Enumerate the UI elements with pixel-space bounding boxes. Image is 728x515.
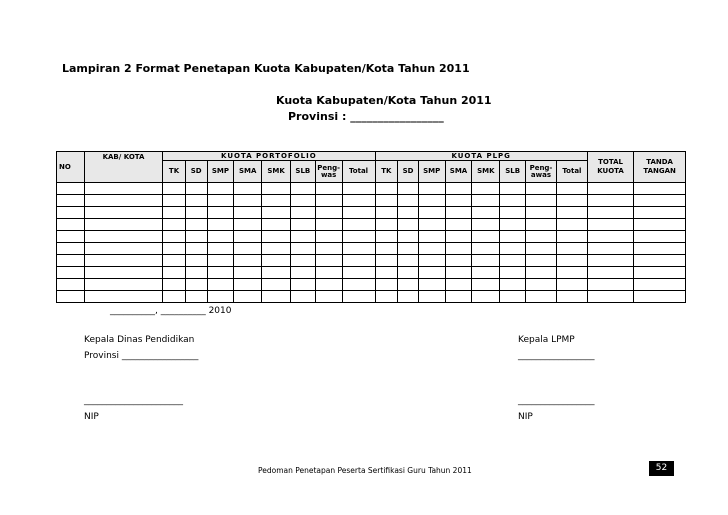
table-cell bbox=[290, 219, 315, 231]
table-cell bbox=[185, 231, 207, 243]
table-cell bbox=[342, 207, 375, 219]
table-cell bbox=[315, 291, 342, 303]
table-cell bbox=[262, 183, 291, 195]
table-row bbox=[57, 207, 686, 219]
table-cell bbox=[262, 207, 291, 219]
table-cell bbox=[207, 195, 234, 207]
left-signer-province: Provinsi _________________ bbox=[84, 351, 199, 361]
table-cell bbox=[500, 255, 526, 267]
plpg-slb-header: SLB bbox=[500, 161, 526, 183]
column-no-header: NO bbox=[57, 152, 85, 183]
table-cell bbox=[472, 231, 500, 243]
table-cell bbox=[57, 243, 85, 255]
left-nip-label: NIP bbox=[84, 412, 99, 422]
table-cell bbox=[207, 231, 234, 243]
table-cell bbox=[445, 267, 472, 279]
table-cell bbox=[634, 255, 686, 267]
table-cell bbox=[418, 183, 445, 195]
table-cell bbox=[472, 195, 500, 207]
table-cell bbox=[315, 183, 342, 195]
table-cell bbox=[57, 279, 85, 291]
portofolio-total-header: Total bbox=[342, 161, 375, 183]
table-cell bbox=[472, 255, 500, 267]
column-kab-kota-header: KAB/ KOTA bbox=[84, 152, 162, 183]
quota-table bbox=[56, 151, 686, 303]
table-cell bbox=[84, 195, 162, 207]
table-cell bbox=[634, 195, 686, 207]
table-cell bbox=[290, 279, 315, 291]
table-cell bbox=[526, 255, 557, 267]
table-row bbox=[57, 255, 686, 267]
table-cell bbox=[526, 243, 557, 255]
plpg-pengawas-header bbox=[526, 161, 557, 183]
table-row bbox=[57, 219, 686, 231]
table-cell bbox=[163, 267, 186, 279]
table-cell bbox=[234, 243, 262, 255]
left-signature-line: ______________________ bbox=[84, 396, 183, 406]
table-cell bbox=[500, 219, 526, 231]
table-cell bbox=[500, 267, 526, 279]
table-cell bbox=[315, 195, 342, 207]
table-cell bbox=[234, 195, 262, 207]
table-cell bbox=[207, 255, 234, 267]
table-cell bbox=[290, 195, 315, 207]
column-tanda-tangan-header bbox=[634, 152, 686, 183]
table-cell bbox=[290, 231, 315, 243]
left-signer-title: Kepala Dinas Pendidikan bbox=[84, 335, 195, 345]
table-cell bbox=[207, 243, 234, 255]
table-cell bbox=[375, 267, 398, 279]
table-cell bbox=[445, 195, 472, 207]
table-cell bbox=[342, 267, 375, 279]
tanda-tangan-line-1: TANDA bbox=[646, 158, 673, 166]
table-cell bbox=[500, 291, 526, 303]
table-cell bbox=[315, 219, 342, 231]
table-cell bbox=[556, 267, 587, 279]
table-cell bbox=[472, 183, 500, 195]
table-cell bbox=[500, 243, 526, 255]
table-cell bbox=[290, 291, 315, 303]
table-cell bbox=[634, 219, 686, 231]
table-cell bbox=[84, 255, 162, 267]
table-row bbox=[57, 243, 686, 255]
page-number: 52 bbox=[649, 461, 674, 476]
table-cell bbox=[163, 291, 186, 303]
table-cell bbox=[418, 231, 445, 243]
table-cell bbox=[587, 207, 633, 219]
table-cell bbox=[57, 207, 85, 219]
table-cell bbox=[57, 255, 85, 267]
table-cell bbox=[185, 243, 207, 255]
table-cell bbox=[185, 183, 207, 195]
table-cell bbox=[445, 183, 472, 195]
plpg-smp-header: SMP bbox=[418, 161, 445, 183]
table-cell bbox=[634, 291, 686, 303]
form-title: Kuota Kabupaten/Kota Tahun 2011 bbox=[276, 94, 492, 107]
table-cell bbox=[472, 207, 500, 219]
table-cell bbox=[634, 267, 686, 279]
table-cell bbox=[375, 183, 398, 195]
table-body bbox=[57, 183, 686, 303]
table-cell bbox=[445, 231, 472, 243]
table-cell bbox=[262, 243, 291, 255]
table-cell bbox=[472, 267, 500, 279]
table-cell bbox=[556, 231, 587, 243]
table-cell bbox=[207, 207, 234, 219]
table-cell bbox=[500, 207, 526, 219]
table-cell bbox=[207, 291, 234, 303]
table-cell bbox=[418, 195, 445, 207]
group-kuota-portofolio: KUOTA PORTOFOLIO bbox=[163, 152, 375, 161]
table-cell bbox=[398, 267, 419, 279]
table-cell bbox=[57, 231, 85, 243]
table-cell bbox=[234, 255, 262, 267]
table-cell bbox=[375, 279, 398, 291]
table-cell bbox=[556, 243, 587, 255]
attachment-heading: Lampiran 2 Format Penetapan Kuota Kabupaten/Kota Tahun 2011 bbox=[62, 62, 470, 75]
table-cell bbox=[418, 279, 445, 291]
table-cell bbox=[262, 291, 291, 303]
pengawas-plpg-line-2: awas bbox=[530, 170, 551, 179]
table-cell bbox=[375, 291, 398, 303]
table-cell bbox=[418, 243, 445, 255]
table-cell bbox=[500, 231, 526, 243]
portofolio-smk-header: SMK bbox=[262, 161, 291, 183]
table-cell bbox=[418, 267, 445, 279]
table-cell bbox=[290, 267, 315, 279]
table-cell bbox=[290, 207, 315, 219]
table-cell bbox=[57, 219, 85, 231]
table-cell bbox=[342, 231, 375, 243]
table-cell bbox=[398, 291, 419, 303]
table-cell bbox=[526, 219, 557, 231]
table-cell bbox=[163, 231, 186, 243]
table-cell bbox=[234, 219, 262, 231]
table-cell bbox=[234, 279, 262, 291]
table-cell bbox=[375, 255, 398, 267]
table-cell bbox=[342, 279, 375, 291]
table-cell bbox=[556, 219, 587, 231]
page-footer: Pedoman Penetapan Peserta Sertifikasi Guru Tahun 2011 bbox=[258, 466, 472, 475]
table-cell bbox=[185, 267, 207, 279]
table-cell bbox=[634, 279, 686, 291]
table-cell bbox=[163, 255, 186, 267]
table-cell bbox=[57, 195, 85, 207]
table-row bbox=[57, 231, 686, 243]
pengawas-plpg-line-1: Peng- bbox=[529, 163, 553, 172]
table-cell bbox=[207, 183, 234, 195]
table-cell bbox=[290, 255, 315, 267]
table-cell bbox=[398, 231, 419, 243]
table-cell bbox=[185, 219, 207, 231]
table-cell bbox=[445, 207, 472, 219]
table-cell bbox=[262, 195, 291, 207]
table-cell bbox=[556, 183, 587, 195]
table-cell bbox=[163, 279, 186, 291]
table-cell bbox=[526, 231, 557, 243]
form-province-line: Provinsi : _________________ bbox=[288, 110, 444, 123]
table-cell bbox=[185, 291, 207, 303]
table-cell bbox=[57, 267, 85, 279]
table-cell bbox=[634, 183, 686, 195]
plpg-tk-header: TK bbox=[375, 161, 398, 183]
column-total-kuota-header bbox=[587, 152, 633, 183]
table-cell bbox=[262, 267, 291, 279]
table-cell bbox=[472, 219, 500, 231]
table-cell bbox=[398, 207, 419, 219]
table-cell bbox=[290, 243, 315, 255]
portofolio-pengawas-header bbox=[315, 161, 342, 183]
table-cell bbox=[418, 255, 445, 267]
table-cell bbox=[398, 243, 419, 255]
table-cell bbox=[472, 243, 500, 255]
table-cell bbox=[587, 291, 633, 303]
table-cell bbox=[526, 183, 557, 195]
table-cell bbox=[234, 183, 262, 195]
table-cell bbox=[207, 267, 234, 279]
table-cell bbox=[57, 291, 85, 303]
table-cell bbox=[375, 207, 398, 219]
pengawas-line-1: Peng- bbox=[317, 163, 340, 172]
table-cell bbox=[587, 231, 633, 243]
table-cell bbox=[587, 267, 633, 279]
table-cell bbox=[556, 207, 587, 219]
table-cell bbox=[84, 291, 162, 303]
table-cell bbox=[472, 279, 500, 291]
table-cell bbox=[315, 267, 342, 279]
right-signature-line: _________________ bbox=[518, 396, 595, 406]
table-cell bbox=[290, 183, 315, 195]
table-cell bbox=[445, 255, 472, 267]
table-cell bbox=[262, 219, 291, 231]
table-cell bbox=[398, 219, 419, 231]
total-kuota-line-1: TOTAL bbox=[598, 158, 623, 166]
table-cell bbox=[342, 291, 375, 303]
table-cell bbox=[556, 279, 587, 291]
table-cell bbox=[315, 231, 342, 243]
table-cell bbox=[556, 291, 587, 303]
table-row bbox=[57, 183, 686, 195]
right-nip-label: NIP bbox=[518, 412, 533, 422]
table-cell bbox=[526, 291, 557, 303]
table-cell bbox=[207, 219, 234, 231]
table-cell bbox=[398, 183, 419, 195]
table-cell bbox=[185, 207, 207, 219]
table-cell bbox=[418, 291, 445, 303]
table-cell bbox=[84, 207, 162, 219]
pengawas-line-2: was bbox=[320, 170, 337, 179]
table-cell bbox=[84, 243, 162, 255]
table-cell bbox=[84, 219, 162, 231]
table-cell bbox=[234, 291, 262, 303]
table-row bbox=[57, 267, 686, 279]
table-cell bbox=[84, 231, 162, 243]
table-cell bbox=[84, 267, 162, 279]
table-cell bbox=[634, 243, 686, 255]
table-cell bbox=[526, 279, 557, 291]
table-cell bbox=[526, 267, 557, 279]
table-cell bbox=[587, 255, 633, 267]
total-kuota-line-2: KUOTA bbox=[597, 167, 624, 175]
table-cell bbox=[163, 243, 186, 255]
table-cell bbox=[207, 279, 234, 291]
table-cell bbox=[445, 279, 472, 291]
tanda-tangan-line-2: TANGAN bbox=[643, 167, 676, 175]
date-line: __________, __________ 2010 bbox=[110, 306, 232, 316]
table-cell bbox=[398, 255, 419, 267]
table-cell bbox=[185, 279, 207, 291]
right-signer-line: _________________ bbox=[518, 351, 595, 361]
table-cell bbox=[163, 195, 186, 207]
table-row bbox=[57, 291, 686, 303]
table-cell bbox=[472, 291, 500, 303]
table-cell bbox=[342, 195, 375, 207]
portofolio-sd-header: SD bbox=[185, 161, 207, 183]
table-header-row-1 bbox=[57, 152, 686, 161]
table-cell bbox=[57, 183, 85, 195]
table-cell bbox=[234, 267, 262, 279]
table-cell bbox=[342, 243, 375, 255]
table-cell bbox=[500, 183, 526, 195]
table-cell bbox=[185, 255, 207, 267]
table-cell bbox=[262, 255, 291, 267]
group-kuota-plpg: KUOTA PLPG bbox=[375, 152, 587, 161]
table-cell bbox=[418, 219, 445, 231]
plpg-sma-header: SMA bbox=[445, 161, 472, 183]
table-cell bbox=[526, 195, 557, 207]
table-cell bbox=[342, 183, 375, 195]
plpg-sd-header: SD bbox=[398, 161, 419, 183]
table-cell bbox=[342, 219, 375, 231]
table-cell bbox=[375, 219, 398, 231]
right-signer-title: Kepala LPMP bbox=[518, 335, 575, 345]
table-cell bbox=[84, 183, 162, 195]
portofolio-sma-header: SMA bbox=[234, 161, 262, 183]
table-cell bbox=[526, 207, 557, 219]
table-cell bbox=[556, 195, 587, 207]
table-cell bbox=[398, 279, 419, 291]
table-cell bbox=[556, 255, 587, 267]
plpg-total-header: Total bbox=[556, 161, 587, 183]
table-cell bbox=[375, 195, 398, 207]
table-cell bbox=[587, 279, 633, 291]
portofolio-tk-header: TK bbox=[163, 161, 186, 183]
table-row bbox=[57, 279, 686, 291]
table-cell bbox=[375, 243, 398, 255]
table-cell bbox=[84, 279, 162, 291]
table-cell bbox=[500, 195, 526, 207]
table-cell bbox=[234, 231, 262, 243]
table-cell bbox=[418, 207, 445, 219]
table-cell bbox=[185, 195, 207, 207]
portofolio-smp-header: SMP bbox=[207, 161, 234, 183]
table-cell bbox=[315, 207, 342, 219]
table-cell bbox=[445, 219, 472, 231]
table-cell bbox=[634, 231, 686, 243]
table-cell bbox=[587, 183, 633, 195]
table-cell bbox=[163, 219, 186, 231]
table-cell bbox=[587, 219, 633, 231]
table-cell bbox=[398, 195, 419, 207]
table-cell bbox=[634, 207, 686, 219]
table-cell bbox=[342, 255, 375, 267]
table-row bbox=[57, 195, 686, 207]
table-cell bbox=[445, 243, 472, 255]
table-cell bbox=[262, 279, 291, 291]
table-cell bbox=[262, 231, 291, 243]
table-cell bbox=[234, 207, 262, 219]
table-cell bbox=[587, 195, 633, 207]
portofolio-slb-header: SLB bbox=[290, 161, 315, 183]
table-cell bbox=[375, 231, 398, 243]
table-cell bbox=[315, 279, 342, 291]
table-cell bbox=[163, 183, 186, 195]
table-cell bbox=[500, 279, 526, 291]
table-cell bbox=[445, 291, 472, 303]
plpg-smk-header: SMK bbox=[472, 161, 500, 183]
table-cell bbox=[315, 255, 342, 267]
table-cell bbox=[587, 243, 633, 255]
table-cell bbox=[163, 207, 186, 219]
table-cell bbox=[315, 243, 342, 255]
